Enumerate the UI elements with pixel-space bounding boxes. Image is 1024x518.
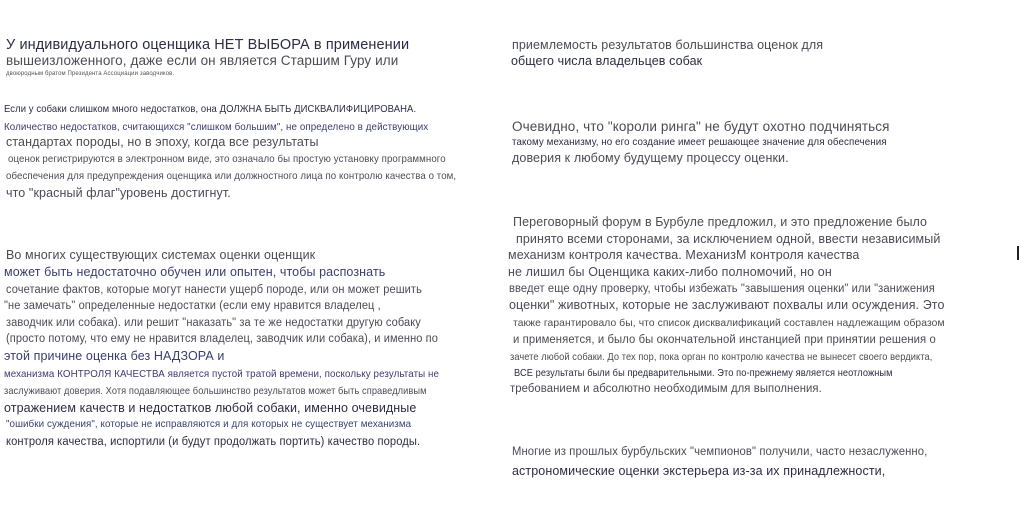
- text-line: оценки" животных, которые не заслуживают похвалы или осуждения. Это: [509, 298, 945, 312]
- text-line: заслуживают доверия. Хотя подавляющее большинство результатов может быть справедливым: [4, 385, 427, 397]
- text-line: Количество недостатков, считающихся "слишком большим", не определено в действующих: [4, 121, 429, 133]
- text-line: зачете любой собаки. До тех пор, пока орган по контролю качества не вынесет своего вердикта,: [510, 351, 933, 363]
- text-line: этой причине оценка без НАДЗОРА и: [4, 349, 225, 363]
- text-line: сочетание фактов, которые могут нанести ущерб породе, или он может решить: [6, 284, 422, 296]
- text-line: вышеизложенного, даже если он является Старшим Гуру или: [6, 53, 399, 68]
- text-line: что "красный флаг"уровень достигнут.: [6, 186, 231, 200]
- text-line: доверия к любому будущему процессу оценки.: [512, 151, 789, 165]
- text-line: не лишил бы Оценщика каких-либо полномочий, но он: [508, 265, 832, 279]
- text-line: заводчик или собака). или решит "наказать" за те же недостатки другую собаку: [6, 317, 421, 329]
- text-line: обеспечения для предупреждения оценщика или должностного лица по контролю качества о том,: [6, 170, 457, 182]
- text-line: Многие из прошлых бурбульских "чемпионов" получили, часто незаслуженно,: [512, 446, 928, 458]
- text-line: механизм контроля качества. МеханизМ контроля качества: [508, 248, 860, 262]
- text-line: (просто потому, что ему не нравится владелец, заводчик или собака), и именно по: [6, 333, 438, 345]
- text-line: "ошибки суждения", которые не исправляются и для которых не существует механизма: [6, 418, 412, 430]
- text-line: Очевидно, что "короли ринга" не будут охотно подчиняться: [512, 119, 890, 134]
- text-line: и применяется, и было бы окончательной инстанцией при принятии решения о: [513, 334, 936, 346]
- text-line: Во многих существующих системах оценки оценщик: [6, 248, 316, 262]
- text-line: двоюродным братом Президента Ассоциации заводчиков.: [6, 71, 175, 77]
- text-line: общего числа владельцев собак: [511, 54, 703, 68]
- text-line: ВСЕ результаты были бы предварительными. Это по-прежнему является неотложным: [514, 367, 893, 379]
- text-line: также гарантировало бы, что список дисквалификаций составлен надлежащим образом: [513, 317, 945, 329]
- text-line: введет еще одну проверку, чтобы избежать "завышения оценки" или "занижения: [509, 283, 935, 295]
- edge-mark: [1017, 246, 1019, 260]
- text-line: оценок регистрируются в электронном виде, это означало бы простую установку программного: [8, 153, 446, 165]
- text-line: Если у собаки слишком много недостатков, она ДОЛЖНА БЫТЬ ДИСКВАЛИФИЦИРОВАНА.: [4, 103, 417, 115]
- text-line: принято всеми сторонами, за исключением одной, ввести независимый: [516, 232, 941, 246]
- text-line: У индивидуального оценщика НЕТ ВЫБОРА в применении: [6, 37, 410, 53]
- text-line: требованием и абсолютно необходимым для выполнения.: [510, 383, 822, 395]
- text-line: Переговорный форум в Бурбуле предложил, и это предложение было: [513, 215, 928, 229]
- text-line: отражением качеств и недостатков любой собаки, именно очевидные: [4, 401, 417, 415]
- text-line: механизма КОНТРОЛЯ КАЧЕСТВА является пустой тратой времени, поскольку результаты не: [4, 368, 440, 380]
- text-line: астрономические оценки экстерьера из-за их принадлежности,: [512, 464, 886, 478]
- text-line: "не замечать" определенные недостатки (если ему нравится владелец ,: [4, 300, 381, 312]
- text-line: такому механизму, но его создание имеет решающее значение для обеспечения: [512, 136, 887, 148]
- text-line: может быть недостаточно обучен или опытен, чтобы распознать: [4, 265, 386, 279]
- text-line: контроля качества, испортили (и будут продолжать портить) качество породы.: [6, 436, 421, 448]
- text-line: приемлемость результатов большинства оценок для: [512, 38, 824, 52]
- text-line: стандартах породы, но в эпоху, когда все результаты: [6, 135, 319, 149]
